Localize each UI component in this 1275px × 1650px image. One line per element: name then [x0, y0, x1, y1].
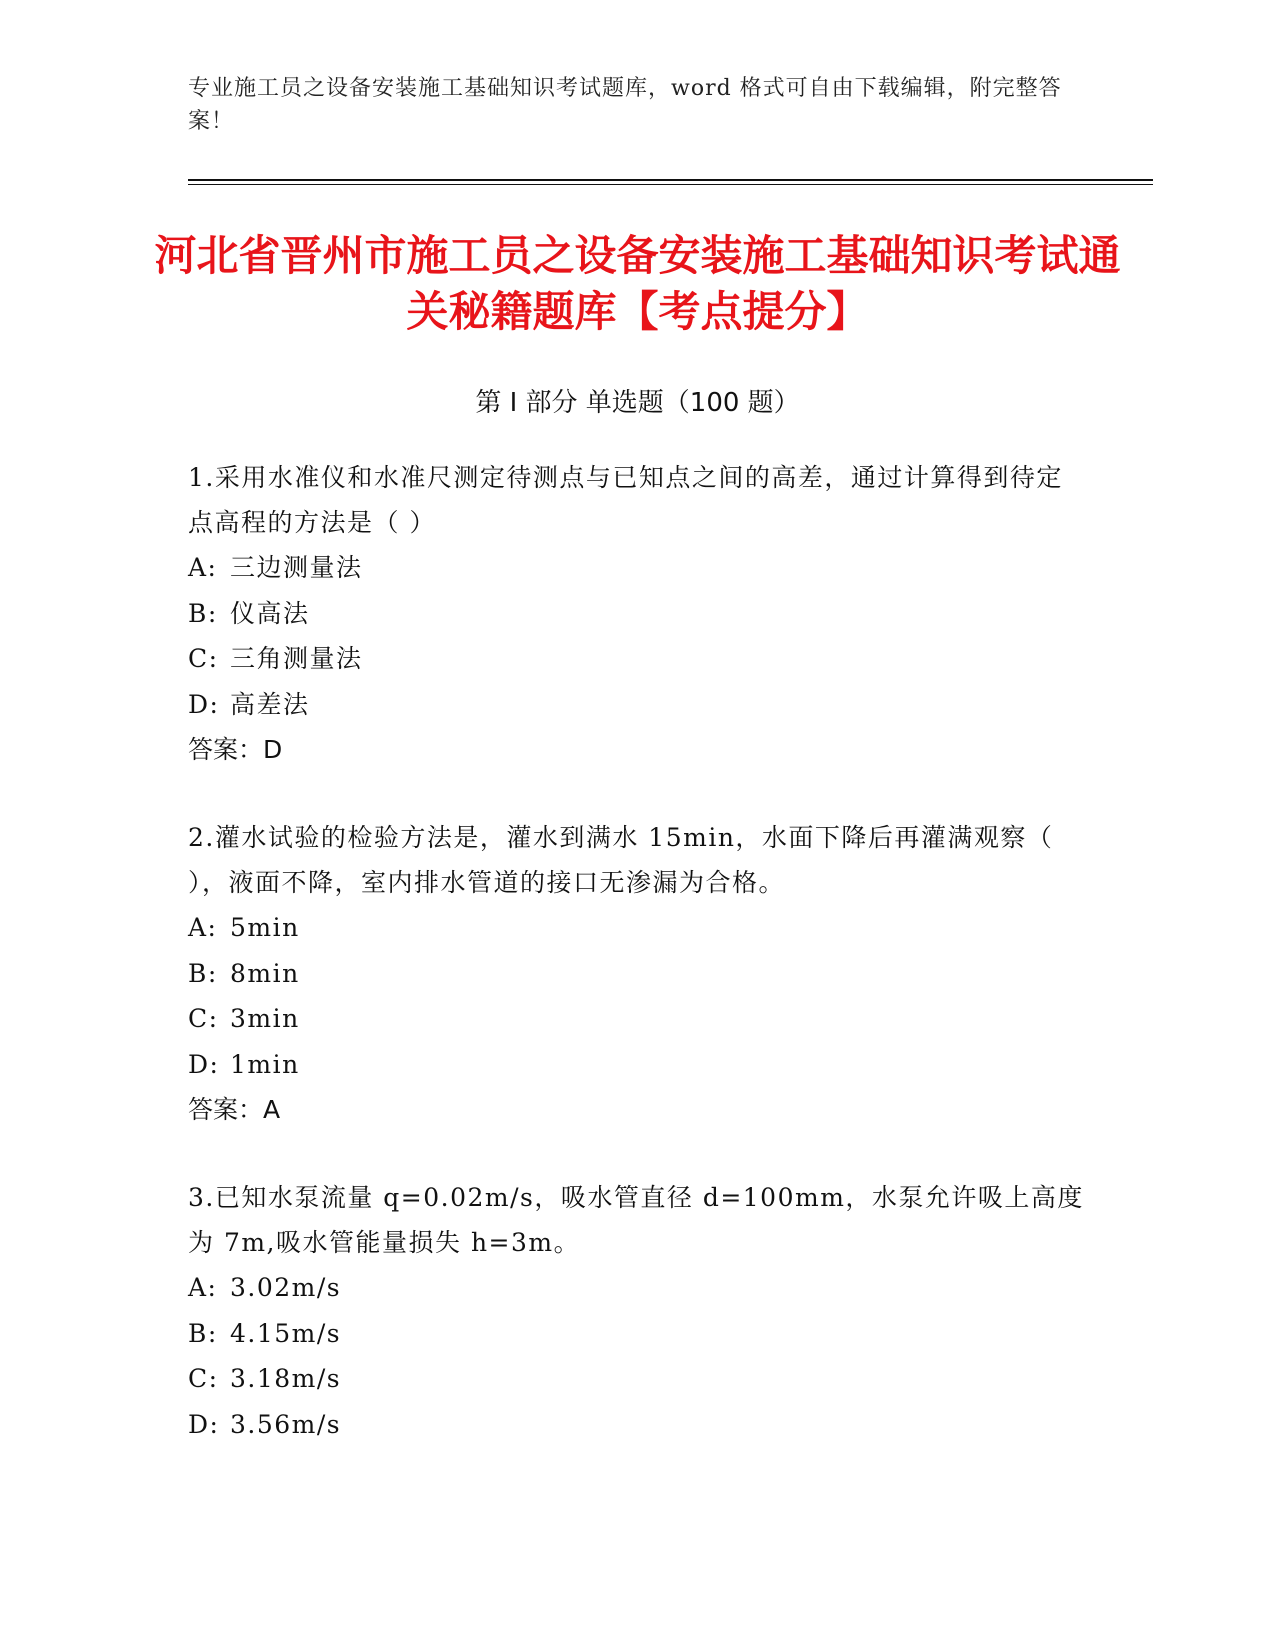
option-text: 3min [230, 1004, 300, 1033]
option-key: B: [188, 1318, 218, 1348]
option-text: 1min [230, 1049, 300, 1079]
option-key: A: [188, 553, 218, 582]
option-key: A: [188, 1273, 218, 1302]
option-key: B: [188, 958, 218, 988]
option-b [188, 591, 1088, 637]
option-a [188, 545, 1088, 591]
option-key: A: [188, 913, 218, 942]
question-3 [188, 1175, 1088, 1447]
option-b [188, 951, 1088, 997]
option-text: 3.02m/s [230, 1273, 342, 1302]
header-divider-thin [188, 184, 1153, 185]
option-b [188, 1311, 1088, 1357]
option-text: 三角测量法 [230, 644, 363, 673]
question-stem: 3.已知水泵流量 q=0.02m/s，吸水管直径 d=100mm，水泵允许吸上高度为 7m,吸水管能量损失 h=3m。 [188, 1183, 1084, 1257]
option-d [188, 1042, 1088, 1088]
header-divider-thick [188, 179, 1153, 181]
question-2 [188, 815, 1088, 1132]
answer: 答案：D [188, 735, 283, 764]
option-c [188, 1356, 1088, 1402]
option-key: D: [188, 1049, 220, 1079]
option-text: 高差法 [230, 689, 310, 719]
option-text: 三边测量法 [230, 553, 363, 582]
question-stem: 1.采用水准仪和水准尺测定待测点与已知点之间的高差，通过计算得到待定点高程的方法是（ ） [188, 463, 1063, 537]
header-note: 专业施工员之设备安装施工基础知识考试题库，word 格式可自由下载编辑，附完整答案！ [188, 76, 1062, 134]
document-title: 河北省晋州市施工员之设备安装施工基础知识考试通关秘籍题库【考点提分】 [154, 231, 1121, 336]
option-text: 8min [230, 958, 300, 988]
option-text: 3.18m/s [230, 1364, 342, 1393]
option-key: C: [188, 644, 219, 673]
option-text: 3.56m/s [230, 1409, 342, 1439]
option-key: C: [188, 1004, 219, 1033]
option-d [188, 1402, 1088, 1448]
option-text: 仪高法 [230, 598, 310, 628]
option-text: 5min [230, 913, 300, 942]
question-stem: 2.灌水试验的检验方法是，灌水到满水 15min，水面下降后再灌满观察（ ），液面不降，室内排水管道的接口无渗漏为合格。 [188, 823, 1054, 897]
option-a [188, 905, 1088, 951]
question-1 [188, 455, 1088, 772]
option-c [188, 636, 1088, 682]
answer: 答案：A [188, 1095, 281, 1124]
option-key: D: [188, 689, 220, 719]
option-text: 4.15m/s [230, 1318, 342, 1348]
option-c [188, 996, 1088, 1042]
option-key: B: [188, 598, 218, 628]
option-key: D: [188, 1409, 220, 1439]
option-key: C: [188, 1364, 219, 1393]
option-d [188, 682, 1088, 728]
section-title: 第 I 部分 单选题（100 题） [475, 388, 800, 418]
option-a [188, 1265, 1088, 1311]
